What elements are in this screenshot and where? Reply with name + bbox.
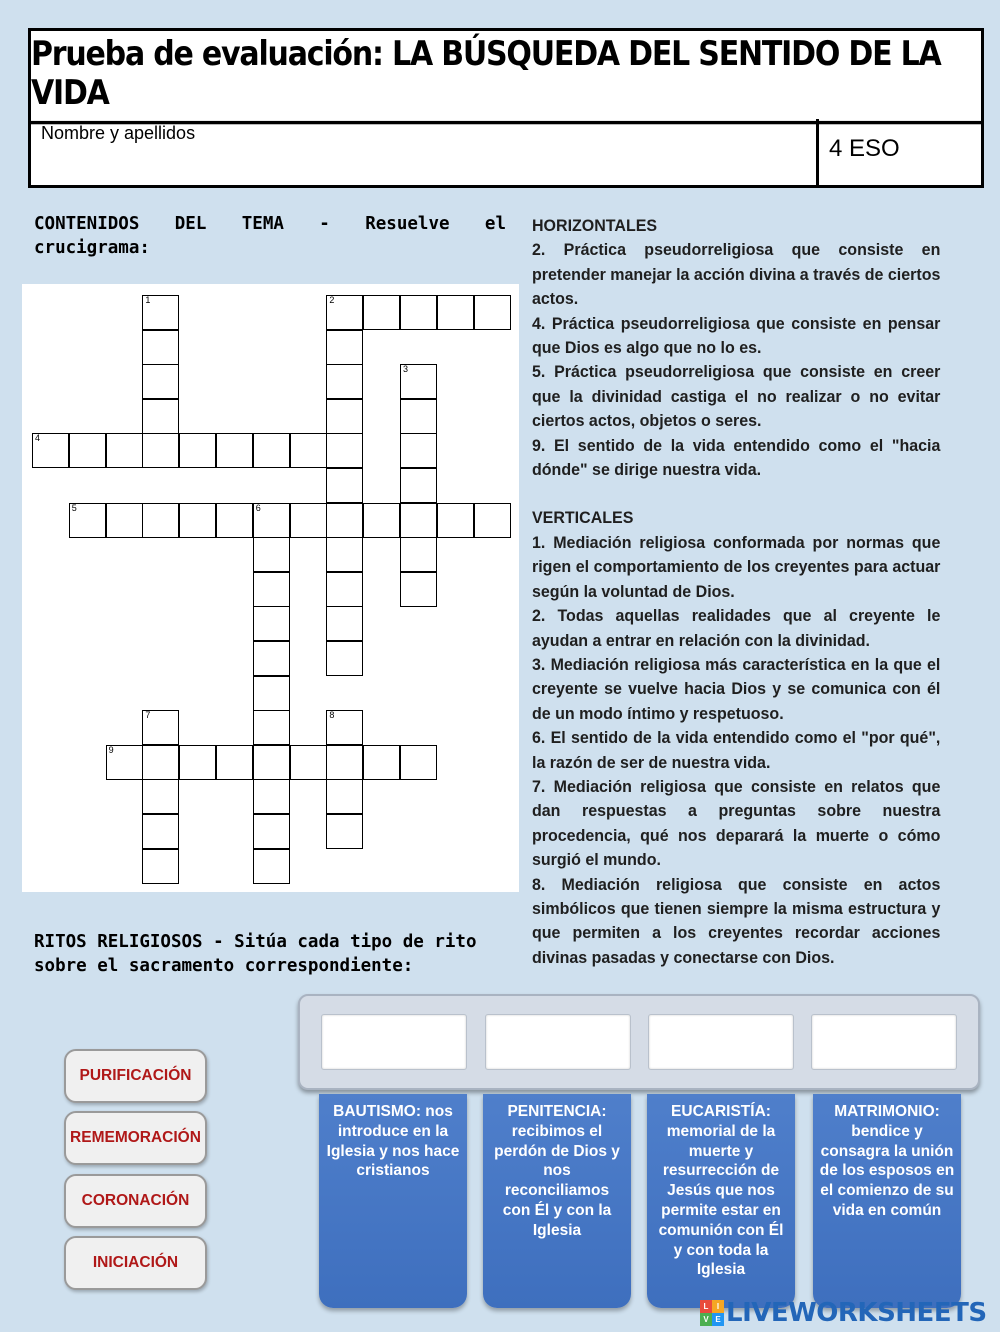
crossword-cell[interactable] — [437, 295, 474, 330]
crossword-cell[interactable] — [253, 503, 290, 538]
crossword-cell[interactable] — [363, 503, 400, 538]
crossword-cell[interactable] — [253, 433, 290, 468]
clue-h9: 9. El sentido de la vida entendido como el "hacia dónde" se dirige nuestra vida. — [532, 436, 941, 480]
crossword-cell[interactable] — [253, 779, 290, 814]
crossword-cell[interactable] — [326, 503, 363, 538]
crossword-cell[interactable] — [216, 503, 253, 538]
clue-v7: 7. Mediación religiosa que consiste en relatos que dan respuestas a preguntas sobre nuestra procedencia, qué nos deparará la muerte o cómo surgió el mundo. — [532, 777, 941, 870]
crossword-cell[interactable] — [253, 641, 290, 676]
crossword-cell[interactable] — [400, 537, 437, 572]
grade-label: 4 ESO — [829, 135, 900, 162]
crossword-cell[interactable] — [253, 814, 290, 849]
clue-v8: 8. Mediación religiosa que consiste en actos simbólicos que tienen siempre la misma estructura y que permiten a los creyentes recordar acciones divinas pasadas y conectarse con Dios. — [532, 875, 941, 967]
crossword-cell[interactable] — [400, 745, 437, 780]
crossword-cell[interactable] — [363, 745, 400, 780]
header-box — [28, 28, 984, 188]
crossword-cell[interactable] — [290, 503, 327, 538]
crossword-cell[interactable] — [326, 814, 363, 849]
liveworksheets-logo-icon — [700, 1300, 724, 1326]
crossword-cell[interactable] — [326, 606, 363, 641]
crossword-cell[interactable] — [400, 364, 437, 399]
crossword-cell[interactable] — [326, 745, 363, 780]
crossword-cell[interactable] — [253, 710, 290, 745]
crossword-cell[interactable] — [400, 468, 437, 503]
logo-letter-i: I — [712, 1300, 724, 1313]
logo-letter-l: L — [700, 1300, 712, 1313]
crossword-cell[interactable] — [400, 572, 437, 607]
drop-slot-penitencia[interactable] — [485, 1014, 631, 1070]
sacrament-matrimonio: MATRIMONIO: bendice y consagra la unión de los esposos en el comienzo de su vida en común — [813, 1094, 961, 1308]
sacrament-eucaristia: EUCARISTÍA: memorial de la muerte y resurrección de Jesús que nos permite estar en comunión con Él y con toda la Iglesia — [647, 1094, 795, 1308]
crossword-cell[interactable] — [326, 330, 363, 365]
liveworksheets-watermark — [700, 1298, 987, 1328]
clue-h5: 5. Práctica pseudorreligiosa que consiste en creer que la divinidad castiga el no realizar o no evitar ciertos actos, objetos o seres. — [532, 363, 941, 431]
name-label: Nombre y apellidos — [41, 123, 196, 143]
crossword-cell[interactable] — [106, 503, 143, 538]
crossword-cell[interactable] — [326, 779, 363, 814]
crossword-cell[interactable] — [69, 433, 106, 468]
crossword-cell[interactable] — [142, 814, 179, 849]
clue-v6: 6. El sentido de la vida entendido como el "por qué", la razón de ser de nuestra vida. — [532, 729, 941, 772]
clue-v1: 1. Mediación religiosa conformada por normas que rigen el comportamiento de los creyentes para actuar según la voluntad de Dios. — [532, 533, 941, 601]
crossword-cell[interactable] — [400, 399, 437, 434]
crossword-cell[interactable] — [474, 503, 511, 538]
logo-letter-v: V — [700, 1313, 712, 1326]
crossword-cell[interactable] — [253, 606, 290, 641]
crossword-cell[interactable] — [216, 745, 253, 780]
crossword-cell[interactable] — [142, 364, 179, 399]
crossword-cell[interactable] — [326, 399, 363, 434]
crossword-cell[interactable] — [253, 849, 290, 884]
crossword-cell[interactable] — [326, 537, 363, 572]
rite-option-purificacion[interactable]: PURIFICACIÓN — [64, 1049, 207, 1103]
crossword-cell[interactable] — [437, 503, 474, 538]
drop-slot-matrimonio[interactable] — [811, 1014, 957, 1070]
drop-panel — [298, 994, 980, 1090]
crossword-clue-number: 1 — [145, 295, 151, 305]
clue-v3: 3. Mediación religiosa más característica en la que el creyente se vuelve hacia Dios y se comunica con él de un modo íntimo y respetuoso. — [532, 655, 941, 723]
crossword-cell[interactable] — [253, 572, 290, 607]
horizontal-heading: HORIZONTALES — [532, 217, 658, 235]
rite-option-rememoracion[interactable]: REMEMORACIÓN — [64, 1111, 207, 1165]
crossword-cell[interactable] — [400, 433, 437, 468]
crossword-cell[interactable] — [32, 433, 69, 468]
crossword-grid — [22, 284, 519, 892]
crossword-clue-number: 3 — [403, 364, 409, 375]
crossword-cell[interactable] — [179, 433, 216, 468]
crossword-cell[interactable] — [142, 779, 179, 814]
crossword-clue-number: 7 — [145, 710, 151, 721]
crossword-cell[interactable] — [474, 295, 511, 330]
drop-slot-eucaristia[interactable] — [648, 1014, 794, 1070]
rite-option-iniciacion[interactable]: INICIACIÓN — [64, 1236, 207, 1290]
ritos-heading: RITOS RELIGIOSOS - Sitúa cada tipo de rito sobre el sacramento correspondiente: — [34, 932, 477, 976]
crossword-cell[interactable] — [290, 433, 327, 468]
crossword-cell[interactable] — [326, 468, 363, 503]
clue-v2: 2. Todas aquellas realidades que al creyente le ayudan a entrar en relación con la divinidad. — [532, 607, 941, 650]
sacrament-penitencia: PENITENCIA: recibimos el perdón de Dios y nos reconciliamos con Él y con la Iglesia — [483, 1094, 631, 1308]
crossword-cell[interactable] — [69, 503, 106, 538]
vertical-heading: VERTICALES — [532, 509, 634, 528]
crossword-clue-number: 6 — [255, 502, 261, 513]
crossword-cell[interactable] — [326, 572, 363, 607]
clue-spacer — [532, 482, 940, 506]
crossword-cell[interactable] — [326, 364, 363, 399]
drop-slot-bautismo[interactable] — [321, 1014, 467, 1070]
crossword-cell[interactable] — [142, 745, 179, 780]
page-title: Prueba de evaluación: LA BÚSQUEDA DEL SENTIDO DE LA VIDA — [31, 26, 981, 125]
crossword-cell[interactable] — [326, 710, 363, 745]
crossword-cell[interactable] — [326, 641, 363, 676]
grade-divider — [816, 119, 819, 188]
crossword-cell[interactable] — [253, 537, 290, 572]
crossword-cell[interactable] — [142, 399, 179, 434]
crossword-cell[interactable] — [400, 295, 437, 330]
crossword-cell[interactable] — [142, 710, 179, 745]
crossword-cell[interactable] — [106, 433, 143, 468]
crossword-clue-number: 8 — [329, 710, 335, 721]
crossword-cell[interactable] — [400, 503, 437, 538]
crossword-cell[interactable] — [106, 745, 143, 780]
crossword-cell[interactable] — [253, 676, 290, 711]
rite-option-coronacion[interactable]: CORONACIÓN — [64, 1174, 207, 1228]
crossword-cell[interactable] — [326, 295, 363, 330]
crossword-cell[interactable] — [142, 433, 179, 468]
logo-letter-e: E — [712, 1313, 724, 1326]
crossword-cell[interactable] — [142, 849, 179, 884]
sacrament-bautismo: BAUTISMO: nos introduce en la Iglesia y nos hace cristianos — [319, 1094, 467, 1308]
crossword-cell[interactable] — [363, 295, 400, 330]
clue-h2: 2. Práctica pseudorreligiosa que consiste en pretender manejar la acción divina a través de ciertos actos. — [532, 241, 941, 309]
crossword-cell[interactable] — [290, 745, 327, 780]
clue-h4: 4. Práctica pseudorreligiosa que consiste en pensar que Dios es algo que no lo es. — [532, 314, 941, 358]
crossword-cell[interactable] — [142, 295, 179, 330]
crossword-cell[interactable] — [142, 330, 179, 365]
crossword-cell[interactable] — [326, 433, 363, 468]
crossword-clue-number: 2 — [329, 295, 335, 305]
clues-panel — [532, 214, 940, 970]
crossword-cell[interactable] — [216, 433, 253, 468]
crossword-clue-number: 9 — [108, 744, 114, 755]
watermark-text: LIVEWORKSHEETS — [726, 1298, 987, 1328]
contenidos-heading: CONTENIDOS DEL TEMA - Resuelve el crucigrama: — [34, 214, 506, 258]
crossword-clue-number: 5 — [71, 502, 77, 513]
crossword-cell[interactable] — [179, 503, 216, 538]
crossword-cell[interactable] — [142, 503, 179, 538]
crossword-cell[interactable] — [179, 745, 216, 780]
crossword-clue-number: 4 — [35, 433, 41, 444]
crossword-cell[interactable] — [253, 745, 290, 780]
